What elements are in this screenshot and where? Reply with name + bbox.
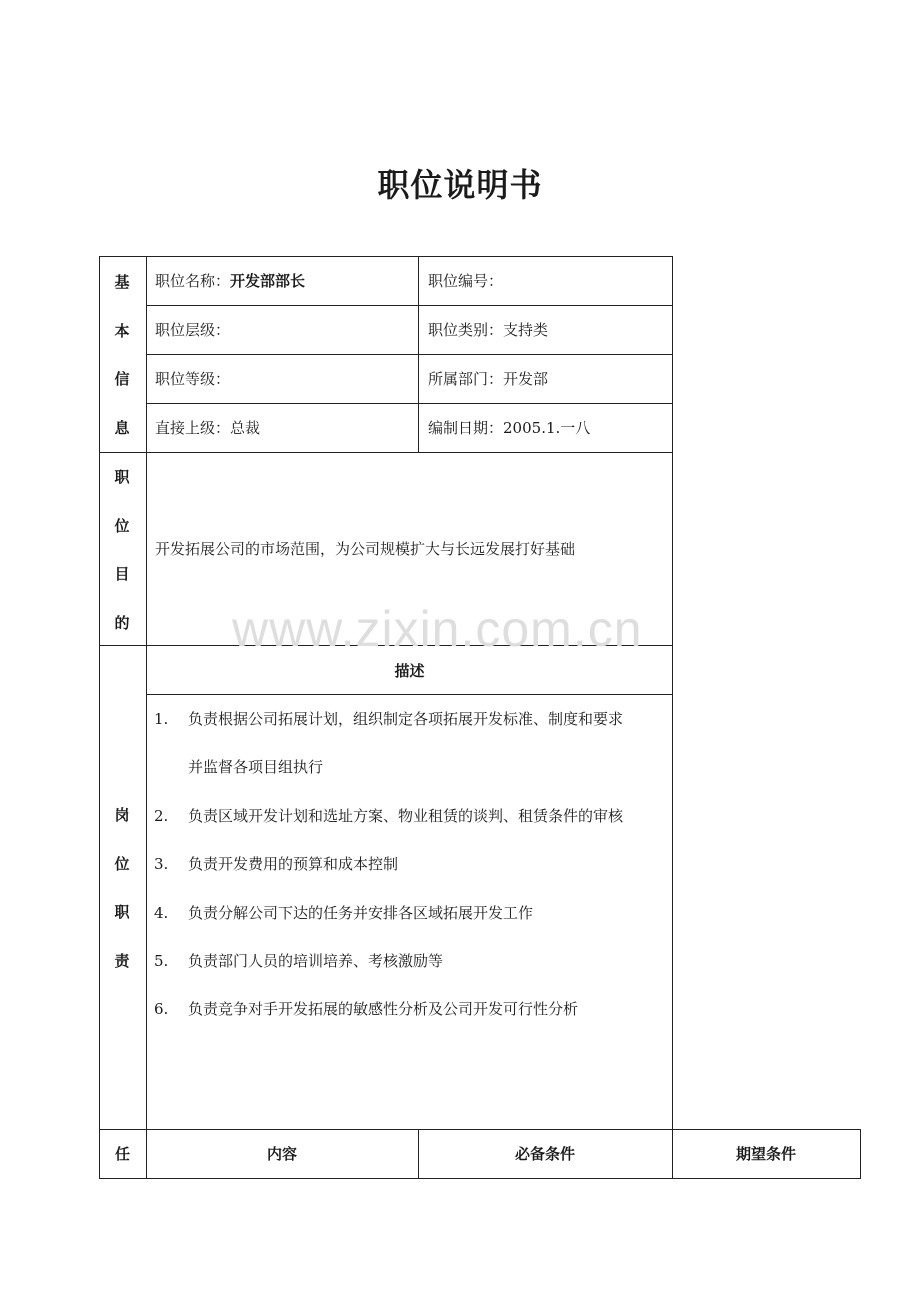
duty-item: 1. 负责根据公司拓展计划，组织制定各项拓展开发标准、制度和要求 并监督各项目组执行 bbox=[154, 710, 624, 776]
superior-field: 直接上级：总裁 bbox=[155, 419, 261, 437]
duties-header: 描述 bbox=[394, 662, 425, 680]
position-name-field: 职位名称：开发部部长 bbox=[155, 272, 306, 290]
duty-item: 4. 负责分解公司下达的任务并安排各区域拓展开发工作 bbox=[154, 904, 534, 922]
basic-info-label: 基 本 信 息 bbox=[114, 273, 130, 437]
column-required: 必备条件 bbox=[514, 1145, 575, 1163]
purpose-label: 职 位 目 的 bbox=[114, 468, 130, 632]
position-category-field: 职位类别：支持类 bbox=[428, 321, 549, 339]
position-code-field: 职位编号： bbox=[428, 272, 504, 290]
column-expected: 期望条件 bbox=[735, 1145, 796, 1163]
position-level-field: 职位层级： bbox=[155, 321, 231, 339]
duty-item: 3. 负责开发费用的预算和成本控制 bbox=[154, 855, 399, 873]
duties-label: 岗 位 职 责 bbox=[114, 806, 130, 970]
position-grade-field: 职位等级： bbox=[155, 370, 231, 388]
watermark: www.zixin.com.cn bbox=[232, 601, 643, 657]
duty-item: 5. 负责部门人员的培训培养、考核激励等 bbox=[154, 952, 444, 970]
purpose-text: 开发拓展公司的市场范围，为公司规模扩大与长远发展打好基础 bbox=[155, 540, 576, 558]
duty-item: 2. 负责区域开发计划和选址方案、物业租赁的谈判、租赁条件的审核 bbox=[154, 807, 624, 825]
date-field: 编制日期：2005.1.一八 bbox=[428, 419, 591, 437]
department-field: 所属部门：开发部 bbox=[428, 370, 549, 388]
qualifications-label: 任 bbox=[114, 1145, 130, 1163]
page-title: 职位说明书 bbox=[377, 166, 543, 204]
duty-item: 6. 负责竞争对手开发拓展的敏感性分析及公司开发可行性分析 bbox=[154, 1000, 579, 1018]
column-content: 内容 bbox=[266, 1145, 297, 1163]
